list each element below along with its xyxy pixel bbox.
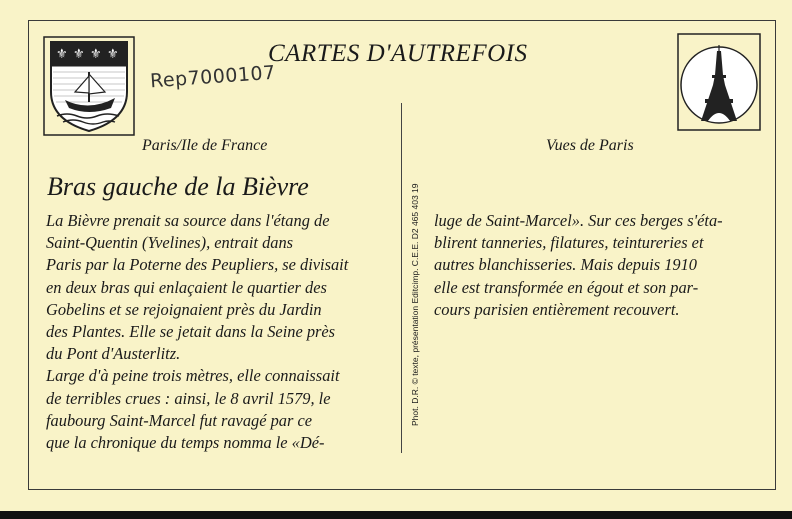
svg-text:⚜: ⚜ bbox=[107, 47, 119, 62]
center-divider bbox=[401, 103, 402, 453]
text-line: luge de Saint-Marcel». Sur ces berges s'éta- bbox=[434, 211, 723, 230]
region-label-left: Paris/Ile de France bbox=[142, 137, 268, 154]
text-line: La Bièvre prenait sa source dans l'étang de bbox=[46, 211, 330, 230]
text-line: Paris par la Poterne des Peupliers, se divisait bbox=[46, 255, 349, 275]
svg-text:⚜: ⚜ bbox=[73, 47, 85, 62]
text-line: Saint-Quentin (Yvelines), entrait dans bbox=[46, 233, 294, 253]
text-line: du Pont d'Austerlitz. bbox=[46, 344, 181, 364]
text-line: blirent tanneries, filatures, teintureries et bbox=[434, 233, 704, 253]
text-line: elle est transformée en égout et son par- bbox=[434, 277, 699, 297]
article-heading: Bras gauche de la Bièvre bbox=[47, 172, 309, 201]
article-text-right bbox=[434, 210, 764, 321]
text-line: cours parisien entièrement recouvert. bbox=[434, 299, 680, 319]
eiffel-tower-icon bbox=[677, 33, 761, 131]
text-line: autres blanchisseries. Mais depuis 1910 bbox=[434, 255, 697, 275]
text-line: en deux bras qui enlaçaient le quartier des bbox=[46, 277, 327, 297]
text-line: Large d'à peine trois mètres, elle connaissait bbox=[46, 366, 340, 386]
coat-of-arms-icon bbox=[43, 36, 135, 136]
region-label-right: Vues de Paris bbox=[546, 137, 634, 154]
photo-credit: Phot. D.R. © texte, présentation Editcimp. C.E.E. D2 465 403 19 bbox=[410, 183, 420, 426]
text-line: que la chronique du temps nomma le «Dé- bbox=[46, 433, 325, 453]
text-line: des Plantes. Elle se jetait dans la Seine près bbox=[46, 322, 336, 342]
text-line: faubourg Saint-Marcel fut ravagé par ce bbox=[46, 410, 312, 430]
svg-text:⚜: ⚜ bbox=[90, 47, 102, 62]
text-line: de terribles crues : ainsi, le 8 avril 1579, le bbox=[46, 388, 331, 408]
text-line: Gobelins et se rejoignaient près du Jardin bbox=[46, 299, 322, 319]
card-title: CARTES D'AUTREFOIS bbox=[268, 40, 528, 67]
svg-text:⚜: ⚜ bbox=[56, 47, 68, 62]
handwritten-reference: Rep7000107 bbox=[149, 61, 277, 93]
article-text-left bbox=[46, 210, 386, 454]
